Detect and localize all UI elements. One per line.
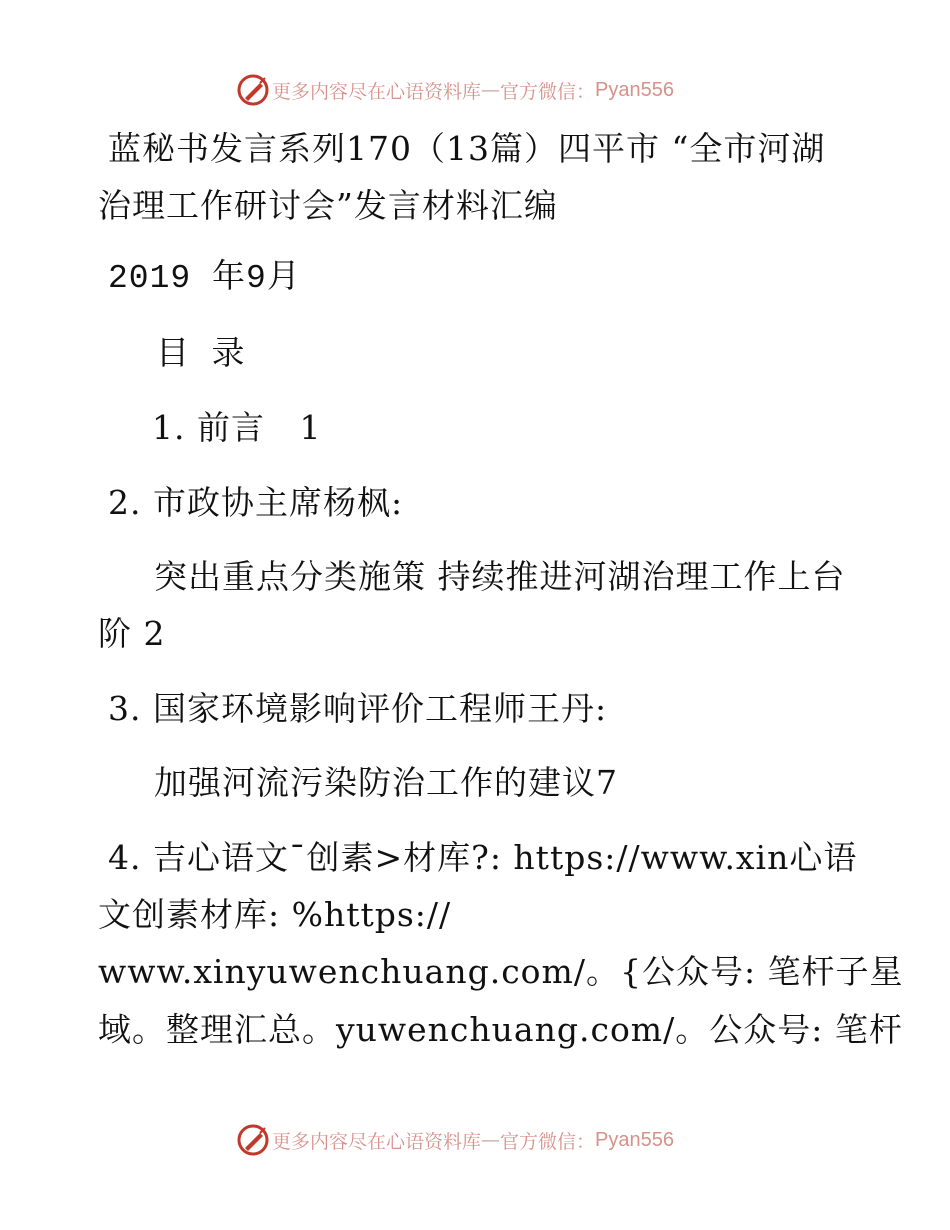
pen-logo-icon [236,73,270,107]
toc-item-3-speaker: 3. 国家环境影响评价工程师王丹: [108,689,608,728]
doc-title-line-1: 蓝秘书发言系列170（13篇）四平市 “全市河湖 [108,129,826,168]
toc-item-2-title-line-1: 突出重点分类施策 持续推进河湖治理工作上台 [154,557,846,596]
watermark-separator: — [481,79,501,101]
toc-item-4-line-2: 文创素材库: %https:// [98,895,452,934]
toc-item-4-line-1: 4. 吉心语文¯创素>材库?: https://www.xin心语 [108,838,858,877]
toc-item-3-title: 加强河流污染防治工作的建议7 [154,763,618,802]
toc-item-2-title-line-2: 阶 2 [98,614,166,653]
watermark-footer [236,1123,674,1157]
toc-item-4-line-3: www.xinyuwenchuang.com/。{公众号: 笔杆子星 [98,952,904,991]
watermark-wechat-label: 官方微信： [500,80,596,103]
watermark-wechat-label: 官方微信： [500,1130,596,1153]
watermark-header [236,73,674,107]
watermark-text: 更多内容尽在心语资料库 [272,1130,482,1153]
toc-heading: 目 录 [156,333,251,372]
watermark-wechat-id: Pyan556 [595,78,674,101]
toc-item-1: 1. 前言 1 [152,408,322,447]
pen-logo-icon [236,1123,270,1157]
toc-item-2-speaker: 2. 市政协主席杨枫: [108,483,404,522]
watermark-text: 更多内容尽在心语资料库 [272,80,482,103]
toc-item-4-line-4: 域。整理汇总。yuwenchuang.com/。公众号: 笔杆 [98,1010,903,1049]
doc-title-line-2: 治理工作研讨会”发言材料汇编 [98,186,558,225]
doc-date: 2019 年9月 [108,260,301,297]
watermark-wechat-id: Pyan556 [595,1128,674,1151]
watermark-separator: — [481,1129,501,1151]
